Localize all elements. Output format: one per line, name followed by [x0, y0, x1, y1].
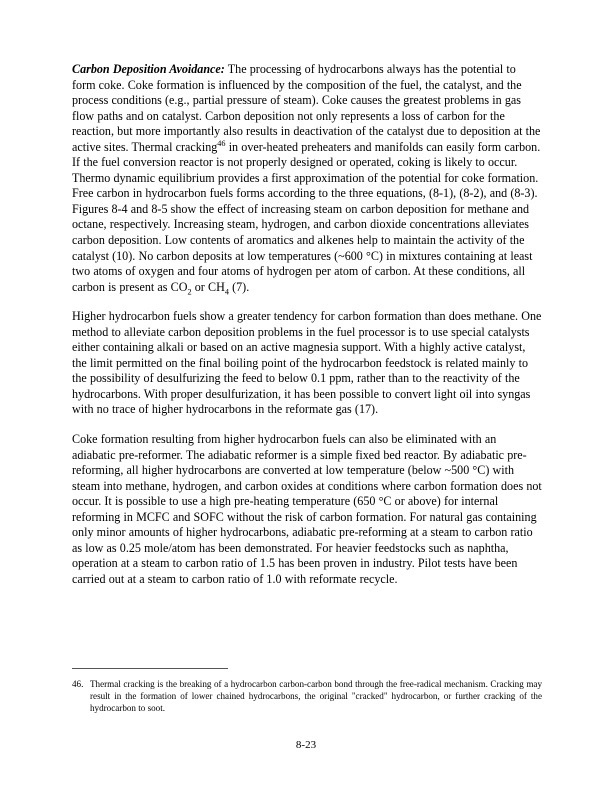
- run-in-heading: Carbon Deposition Avoidance:: [72, 62, 225, 76]
- paragraph-1-text-part-4: (7).: [228, 279, 250, 294]
- page-body-content: [72, 62, 542, 588]
- subscript-co2: 2: [187, 287, 192, 297]
- footnote-marker: 46.: [72, 679, 84, 689]
- paragraph-coke-formation-adiabatic: Coke formation resulting from higher hydrocarbon fuels can also be eliminated with an adiabatic pre-reformer. The adiabatic reformer is a simple fixed bed reactor. By adiabatic pre-reforming, all higher hydrocarbons are converted at low temperature (below ~500 °C) with steam into methane, hydrogen, and carbon oxides at conditions where carbon formation does not occur. It is possible to use a high pre-heating temperature (650 °C or above) for internal reforming in MCFC and SOFC without the risk of carbon formation. For natural gas containing only minor amounts of higher hydrocarbons, adiabatic pre-reforming at a steam to carbon ratio as low as 0.25 mole/atom has been demonstrated. For heavier feedstocks such as naphtha, operation at a steam to carbon ratio of 1.5 has been proven in industry. Pilot tests have been carried out at a steam to carbon ratio of 1.0 with reformate recycle.: [72, 432, 542, 586]
- paragraph-1-text-part-2: in over-heated preheaters and manifolds can easily form carbon. If the fuel conversion reactor is not properly designed or operated, coking is likely to occur. Thermo dynamic equilibrium provides a first approximation of the potential for coke formation. Free carbon in hydrocarbon fuels forms according to the three equations, (8-1), (8-2), and (8-3). Figures 8-4 and 8-5 show the effect of increasing steam on carbon deposition for methane and octane, respectively. Increasing steam, hydrogen, and carbon dioxide concentrations alleviates carbon deposition. Low contents of aromatics and alkenes help to maintain the activity of the catalyst (10). No carbon deposits at low temperatures (~600 °C) in mixtures containing at least two atoms of oxygen and four atoms of hydrogen per atom of carbon. At these conditions, all carbon is present as CO: [72, 139, 541, 294]
- paragraph-1-text-part-1: The processing of hydrocarbons always has the potential to form coke. Coke formation is influenced by the composition of the fuel, the catalyst, and the process conditions (e.g., partial pressure of steam). Coke causes the greatest problems in gas flow paths and on catalyst. Carbon deposition not only represents a loss of carbon for the reaction, but more importantly also results in deactivation of the catalyst due to deposition at the active sites. Thermal cracking: [72, 62, 541, 154]
- footnote-block: [72, 668, 542, 715]
- paragraph-carbon-deposition-avoidance: [72, 62, 542, 295]
- footnote-item: [72, 678, 542, 715]
- footnote-reference-46: 46: [217, 138, 226, 148]
- subscript-ch4: 4: [224, 287, 229, 297]
- paragraph-1-text-part-3: or CH: [191, 279, 225, 294]
- footnote-text: Thermal cracking is the breaking of a hydrocarbon carbon-carbon bond through the free-radical mechanism. Cracking may result in the formation of lower chained hydrocarbons, the original "cracked" hydrocarbon, or further cracking of the hydrocarbon to soot.: [90, 679, 542, 714]
- footnote-separator-rule: [72, 668, 228, 669]
- page-footer: [0, 738, 612, 752]
- paragraph-higher-hydrocarbon-fuels: Higher hydrocarbon fuels show a greater tendency for carbon formation than does methane. One method to alleviate carbon deposition problems in the fuel processor is to use special catalysts either containing alkali or based on an active magnesia support. With a highly active catalyst, the limit permitted on the final boiling point of the hydrocarbon feedstock is related mainly to the possibility of desulfurizing the feed to below 0.1 ppm, rather than to the reactivity of the hydrocarbons. With proper desulfurization, it has been possible to convert light oil into syngas with no trace of higher hydrocarbons in the reformate gas (17).: [72, 309, 542, 417]
- page-number: 8-23: [295, 739, 317, 751]
